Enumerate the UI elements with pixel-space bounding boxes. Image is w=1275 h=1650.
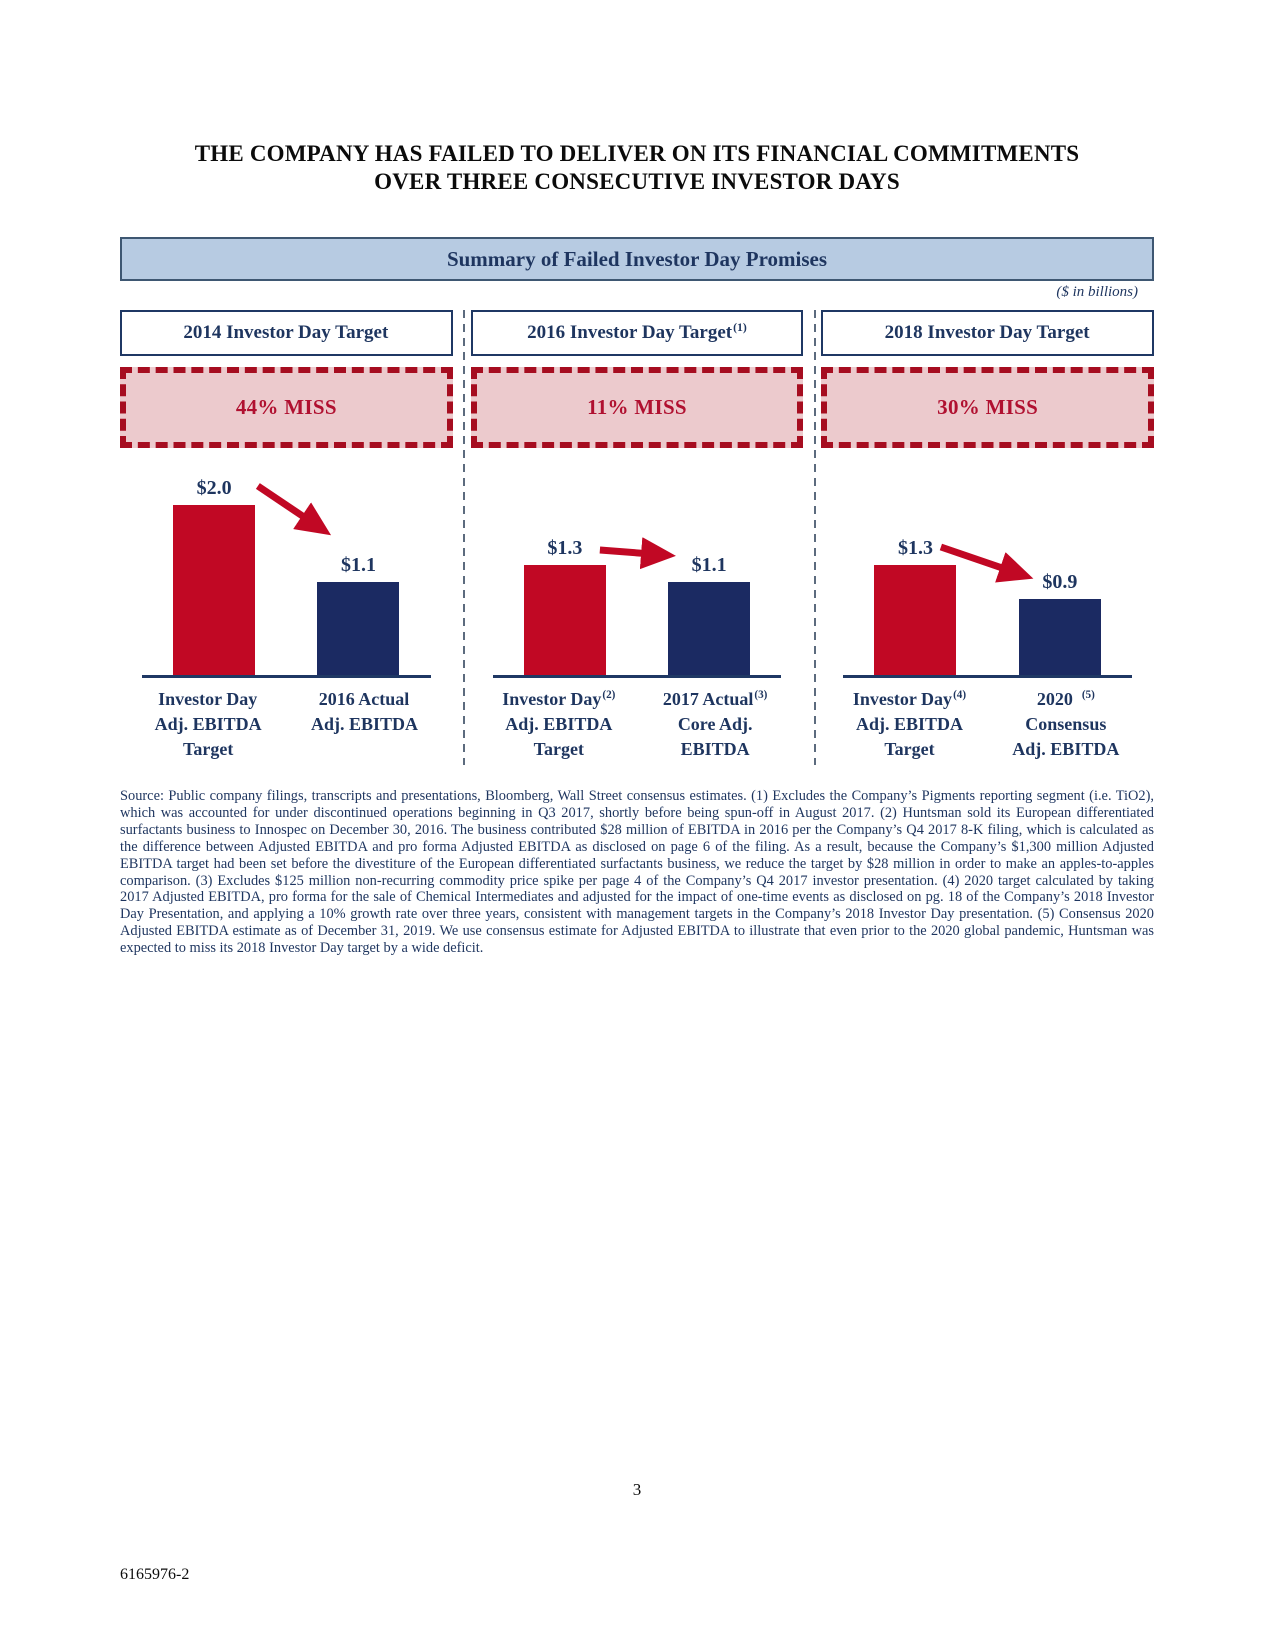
category-label-target: Investor Day$^{(2)}$ Adj. EBITDA Target (502, 689, 616, 759)
investor-day-panels (120, 310, 1154, 762)
page-title-line1: THE COMPANY HAS FAILED TO DELIVER ON ITS FINANCIAL COMMITMENTS (194, 141, 1080, 166)
chart-2016 (471, 455, 804, 678)
bar-value-label: $1.1 (340, 553, 376, 576)
miss-callout-2014-label: 44% MISS (235, 395, 337, 419)
miss-callout-2018-label: 30% MISS (937, 395, 1039, 419)
summary-banner (120, 237, 1154, 281)
summary-banner-title: Summary of Failed Investor Day Promises (446, 246, 828, 271)
panel-2014-header: 2014 Investor Day Target (120, 310, 453, 356)
bar-value-label: $2.0 (196, 477, 232, 499)
chart-2014-category-labels (120, 687, 453, 762)
actual-bar (317, 582, 399, 676)
source-footnote: Source: Public company filings, transcripts and presentations, Bloomberg, Wall Street consensus estimates. (1) Excludes the Company’s Pigments reporting segment (i.e. TiO2), which was accounted for under discontinued operations beginning in Q3 2017, shortly before being spun-off in August 2017. (2) Huntsman sold its European differentiated surfactants business to Innospec on December 30, 2016. The business contributed $28 million of EBITDA in 2016 per the Company’s Q4 2017 8-K filing, which is calculated as the difference between Adjusted EBITDA and pro forma Adjusted EBITDA as disclosed on page 6 of the filing. As a result, because the Company’s $1,300 million Adjusted EBITDA target had been set before the divestiture of the European differentiated surfactants business, we reduce the target by $28 million in order to make an apples-to-apples comparison. (3) Excludes $125 million non-recurring commodity price spike per page 4 of the Company’s Q4 2017 investor presentation. (4) 2020 target calculated by taking 2017 Adjusted EBITDA, pro forma for the sale of Chemical Intermediates and adjusted for the impact of one-time events as disclosed on pg. 18 of the Company’s 2018 Investor Day Presentation, and applying a 10% growth rate over three years, consistent with management targets in the Company’s 2018 Investor Day presentation. (5) Consensus 2020 Adjusted EBITDA estimate as of December 31, 2019. We use consensus estimate for Adjusted EBITDA to illustrate that even prior to the 2020 global pandemic, Huntsman was expected to miss its 2018 Investor Day target by a wide deficit. (120, 788, 1154, 957)
chart-2018-plot-area (843, 455, 1132, 678)
category-label-actual: 2016 Actual Adj. EBITDA (310, 689, 418, 734)
chart-2018-category-labels (821, 687, 1154, 762)
target-bar (524, 565, 606, 676)
actual-bar (668, 582, 750, 676)
column-divider-2 (814, 310, 816, 765)
column-divider-1 (463, 310, 465, 765)
chart-2018 (821, 455, 1154, 678)
actual-bar (1019, 599, 1101, 676)
document-id: 6165976-2 (120, 1566, 190, 1583)
panel-2014-investor-day (120, 310, 453, 762)
target-bar (874, 565, 956, 676)
panel-2018-investor-day (821, 310, 1154, 762)
chart-2014 (120, 455, 453, 678)
category-label-target: Investor Day$^{(4)}$ Adj. EBITDA Target (852, 689, 967, 759)
miss-callout-2016 (471, 367, 804, 448)
chart-2014-plot-area (142, 455, 431, 678)
miss-callout-2016-label: 11% MISS (587, 395, 687, 419)
bar-value-label: $0.9 (1042, 570, 1078, 593)
page-title (120, 140, 1154, 196)
bar-value-label: $1.3 (547, 536, 583, 559)
miss-callout-2018 (821, 367, 1154, 448)
bar-value-label: $1.3 (897, 536, 933, 559)
panel-2018-header: 2018 Investor Day Target (821, 310, 1154, 356)
miss-callout-2014 (120, 367, 453, 448)
category-label-actual: 2020 $^{(5)}$ Consensus Adj. EBITDA (1012, 689, 1120, 759)
category-label-actual: 2017 Actual$^{(3)}$ Core Adj. EBITDA (662, 689, 768, 759)
page-title-line2: OVER THREE CONSECUTIVE INVESTOR DAYS (374, 169, 900, 194)
panel-2016-header: 2016 Investor Day Target$^{(1)}$ (471, 310, 804, 356)
units-note: ($ in billions) (1056, 284, 1138, 300)
chart-2016-category-labels (471, 687, 804, 762)
page-number: 3 (632, 1480, 642, 1499)
bar-value-label: $1.1 (691, 553, 727, 576)
panel-2016-investor-day (471, 310, 804, 762)
target-bar (173, 505, 255, 675)
category-label-target: Investor Day Adj. EBITDA Target (154, 689, 262, 759)
chart-2016-plot-area (493, 455, 782, 678)
